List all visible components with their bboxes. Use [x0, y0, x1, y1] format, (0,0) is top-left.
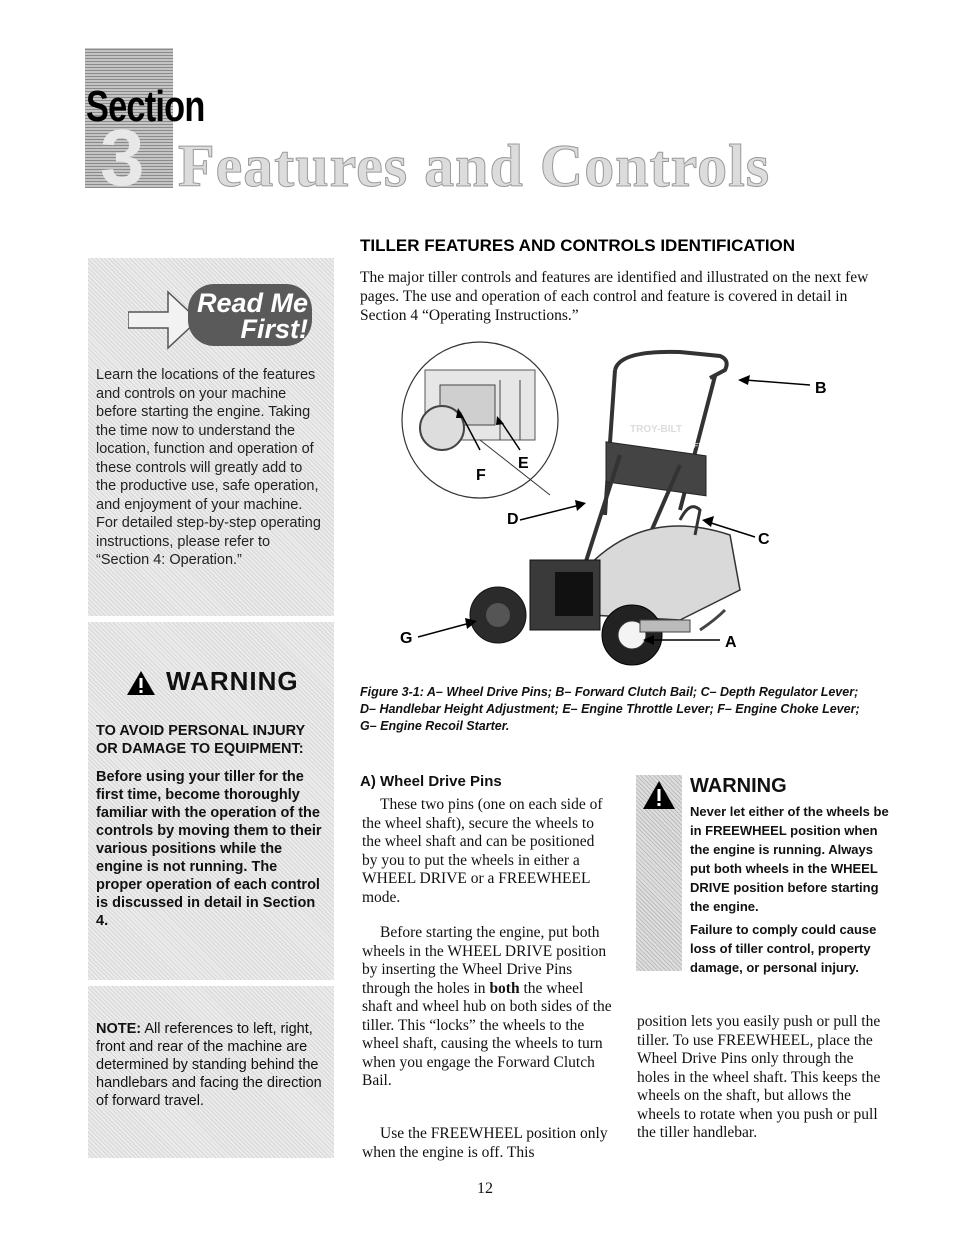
paragraph-3: Use the FREEWHEEL position only when the engine is off. This: [362, 1125, 608, 1161]
arrow-right-icon: [128, 292, 198, 348]
label-e: E: [518, 455, 529, 472]
label-f: F: [476, 467, 486, 484]
main-heading: TILLER FEATURES AND CONTROLS IDENTIFICATION: [360, 236, 796, 255]
sidebar-warning-body: Before using your tiller for the first time, become thoroughly familiar with the operation of the controls by moving them to their various positions while the engine is not running. The proper operation of each control is discussed in detail in Section 4.: [96, 769, 322, 929]
decal-tuffy: TUFFY: [680, 443, 703, 450]
figure-caption: Figure 3-1: A– Wheel Drive Pins; B– Forward Clutch Bail; C– Depth Regulator Lever; D– Handlebar Height Adjustment; E– Engine Throttle Lever; F– Engine Choke Lever; G– Engine Recoil Starter.: [360, 685, 860, 733]
sidebar-warning-heading: TO AVOID PERSONAL INJURY OR DAMAGE TO EQUIPMENT:: [96, 723, 305, 757]
main-intro: The major tiller controls and features are identified and illustrated on the next few pages. The use and operation of each control and feature is covered in detail in Section 4 “Operating Instructions.”: [360, 269, 869, 324]
subhead-wheel-drive-pins: A) Wheel Drive Pins: [360, 773, 502, 790]
label-b: B: [815, 380, 827, 397]
paragraph-2: Before starting the engine, put both wheels in the WHEEL DRIVE position by inserting the Wheel Drive Pins through the holes in both the wheel shaft and wheel hub on both sides of the tiller. This “locks” the wheels to the wheel shaft, causing the wheels to turn when you engage the Forward Clutch Bail.: [362, 924, 612, 1089]
note-label: NOTE:: [96, 1021, 142, 1037]
page-number: 12: [477, 1180, 493, 1197]
sidebar-warning-title: WARNING: [166, 666, 299, 696]
decal-troybilt: TROY-BILT: [630, 424, 683, 435]
tiller-figure: [380, 340, 850, 670]
page-title: Features and Controls: [178, 133, 771, 199]
warning-text-2: Failure to comply could cause loss of tiller control, property damage, or personal injury.: [690, 922, 877, 975]
label-a: A: [725, 634, 737, 651]
read-me-text: Read Me First!: [196, 288, 308, 344]
section-number: 3: [100, 113, 145, 202]
label-g: G: [400, 630, 413, 647]
label-d: D: [507, 511, 519, 528]
paragraph-4: position lets you easily push or pull the tiller. To use FREEWHEEL, place the Wheel Drive Pins only through the holes in the wheel shaft. This keeps the wheels on the shaft, but allows the wheels to rotate when you push or pull the tiller handlebar.: [637, 1013, 881, 1141]
label-c: C: [758, 531, 770, 548]
sidebar-intro-text: Learn the locations of the features and controls on your machine before starting the engine. Taking the time now to understand the location, function and operation of these controls will greatly add to the productive use, safe operation, and enjoyment of your machine. For detailed step-by-step operating instructions, please refer to “Section 4: Operation.”: [96, 367, 321, 568]
warning-triangle-icon: [126, 670, 156, 696]
sidebar-note: [96, 1020, 326, 1110]
warning-text-1: Never let either of the wheels be in FREEWHEEL position when the engine is running. Always put both wheels in the WHEEL DRIVE position before starting the engine.: [690, 804, 889, 914]
paragraph-1: These two pins (one on each side of the wheel shaft), secure the wheels to the wheel shaft and can be positioned by you to put the wheels in either a WHEEL DRIVE or a FREEWHEEL mode.: [362, 796, 603, 906]
section-label: Section: [86, 82, 205, 131]
warning-triangle-icon: [642, 780, 676, 810]
warning-title: WARNING: [690, 775, 787, 797]
note-text: All references to left, right, front and rear of the machine are determined by standing behind the handlebars and facing the direction of forward travel.: [96, 1021, 322, 1109]
